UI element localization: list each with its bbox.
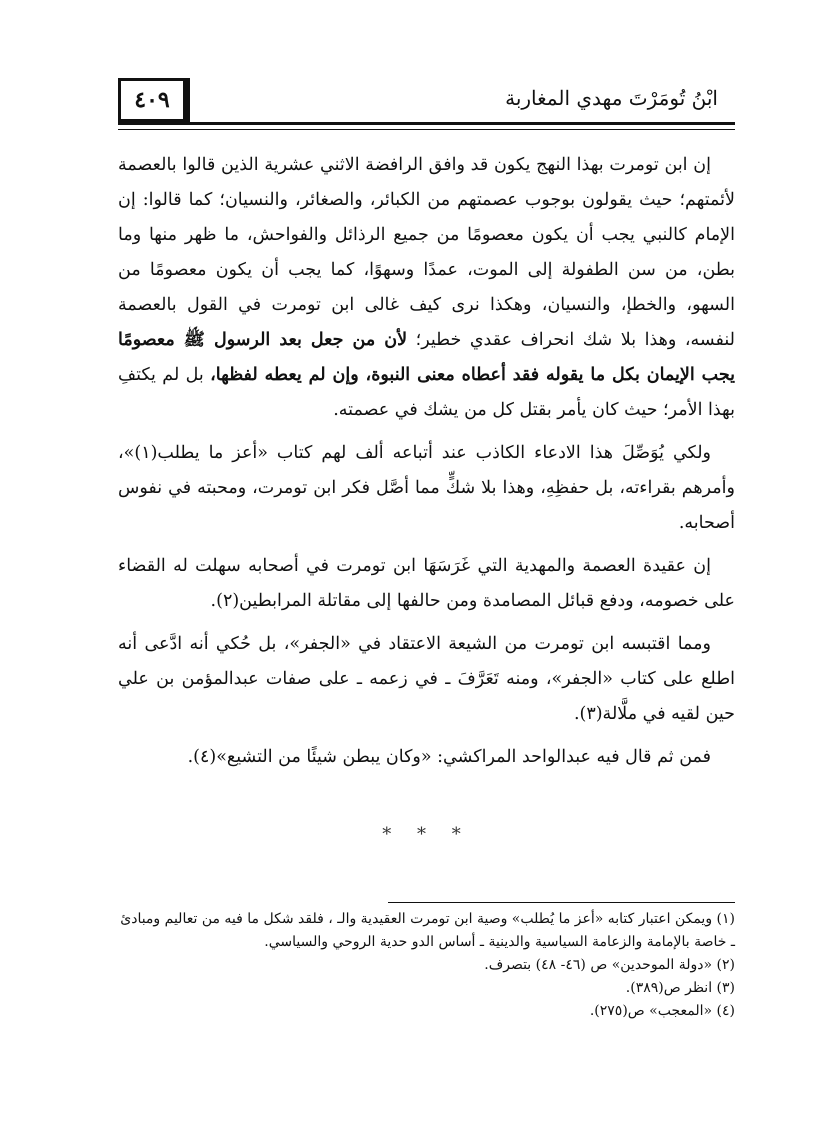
paragraph-1-tail: بل لم يكتفِ بهذا الأمر؛ حيث كان يأمر بقتل كل من يشك في عصمته. — [118, 365, 735, 420]
page-number — [118, 78, 190, 122]
paragraph-3: إن عقيدة العصمة والمهدية التي غَرَسَهَا ابن تومرت في أصحابه سهلت له القضاء على خصومه، ودفع قبائل المصامدة ومن حالفها إلى مقاتلة المرابطين(٢). — [118, 556, 735, 611]
header-rule-thick — [118, 122, 735, 125]
paragraph-1 — [118, 148, 735, 428]
section-separator: * * * — [382, 824, 471, 845]
main-text — [118, 148, 735, 783]
running-title: ابْنُ تُومَرْتَ مهدي المغاربة — [505, 86, 718, 110]
footnote-4: (٤) «المعجب» ص(٢٧٥). — [589, 1003, 735, 1019]
header-rule-thin — [118, 129, 735, 130]
footnote-3: (٣) انظر ص(٣٨٩). — [625, 980, 735, 996]
paragraph-5: فمن ثم قال فيه عبدالواحد المراكشي: «وكان يبطن شيئًا من التشيع»(٤). — [187, 747, 711, 767]
footnote-rule — [388, 902, 735, 903]
footnote-2: (٢) «دولة الموحدين» ص (٤٦- ٤٨) بتصرف. — [484, 957, 735, 973]
page-number-text: ٤٠٩ — [134, 87, 170, 113]
paragraph-2: ولكي يُوَصِّلَ هذا الادعاء الكاذب عند أتباعه ألف لهم كتاب «أعز ما يطلب(١)»، وأمرهم بقراءته، بل حفظِهِ، وهذا بلا شكٍّ مما أصَّل فكر ابن تومرت، ومحبته في نفوس أصحابه. — [118, 443, 735, 533]
paragraph-4: ومما اقتبسه ابن تومرت من الشيعة الاعتقاد في «الجفر»، بل حُكي أنه ادَّعى أنه اطلع على كتاب «الجفر»، ومنه تَعَرَّفَ ـ في زعمه ـ على صفات عبدالمؤمن بن علي حين لقيه في ملَّالة(٣). — [118, 634, 735, 724]
footnote-1: (١) ويمكن اعتبار كتابه «أعز ما يُطلب» وصية ابن تومرت العقيدية والـ ، فلقد شكل ما فيه من تعاليم ومبادئ ـ خاصة بالإمامة والزعامة السياسية والدينية ـ أساس الدو حدية الروحي والسياسي. — [120, 911, 735, 950]
paragraph-1-bold: لأن من جعل بعد الرسول ﷺ معصومًا يجب الإيمان بكل ما يقوله فقد أعطاه معنى النبوة، وإن لم يعطه لفظها، — [118, 330, 735, 385]
paragraph-1-text: إن ابن تومرت بهذا النهج يكون قد وافق الرافضة الاثني عشرية الذين قالوا بالعصمة لأئمتهم؛ حيث يقولون بوجوب عصمتهم من الكبائر، والصغائر، والنسيان؛ كما قالوا: إن الإمام كالنبي يجب أن يكون معصومًا من جميع الرذائل والفواحش، ما ظهر منها وما بطن، من سن الطفولة إلى الموت، عمدًا وسهوًا، كما يجب أن يكون معصومًا من السهو، والخطإ، والنسيان، وهكذا نرى كيف غالى ابن تومرت في القول بالعصمة لنفسه، وهذا بلا شك انحراف عقدي خطير؛ — [118, 155, 735, 350]
footnotes — [118, 908, 735, 1023]
